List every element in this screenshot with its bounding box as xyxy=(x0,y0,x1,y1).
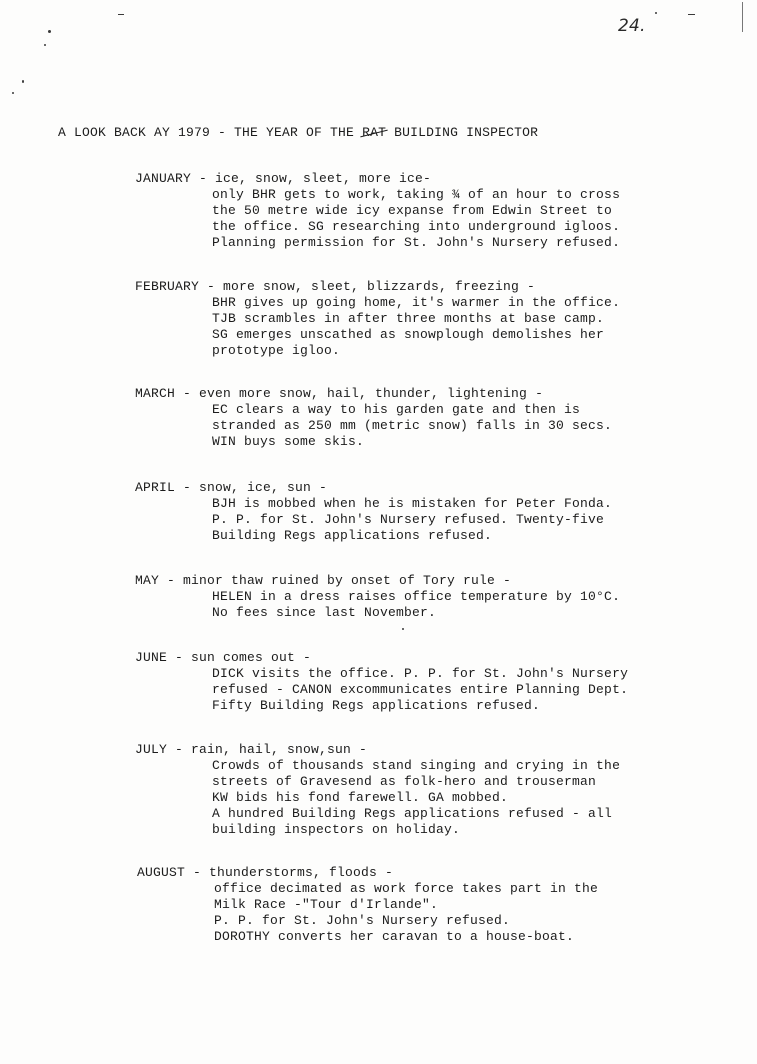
entry-heading: MARCH - even more snow, hail, thunder, lightening - xyxy=(135,386,544,401)
entry-line: the 50 metre wide icy expanse from Edwin Street to xyxy=(212,203,613,218)
entry-heading: APRIL - snow, ice, sun - xyxy=(135,480,328,495)
scan-speck xyxy=(742,2,743,32)
scan-speck xyxy=(48,30,51,33)
entry-line: A hundred Building Regs applications refused - all xyxy=(212,806,613,821)
scan-speck xyxy=(402,628,404,630)
entry-line: streets of Gravesend as folk-hero and trouserman xyxy=(212,774,597,789)
title-struck-word: RAT xyxy=(362,125,387,140)
scan-speck xyxy=(22,80,24,83)
entry-february xyxy=(135,279,620,359)
entry-line: only BHR gets to work, taking ¾ of an hour to cross xyxy=(212,187,621,202)
entry-line: Fifty Building Regs applications refused. xyxy=(212,698,541,713)
entry-line: SG emerges unscathed as snowplough demolishes her xyxy=(212,327,605,342)
entry-line: stranded as 250 mm (metric snow) falls in 30 secs. xyxy=(212,418,613,433)
entry-line: WIN buys some skis. xyxy=(212,434,365,449)
entry-line: TJB scrambles in after three months at base camp. xyxy=(212,311,605,326)
entry-heading: FEBRUARY - more snow, sleet, blizzards, freezing - xyxy=(135,279,536,294)
entry-heading: JUNE - sun comes out - xyxy=(135,650,312,665)
title-prefix: A LOOK BACK AY 1979 - THE YEAR OF THE xyxy=(58,125,363,140)
entry-line: BHR gives up going home, it's warmer in the office. xyxy=(212,295,621,310)
entry-line: DICK visits the office. P. P. for St. John's Nursery xyxy=(212,666,629,681)
entry-line: building inspectors on holiday. xyxy=(212,822,461,837)
entry-heading: AUGUST - thunderstorms, floods - xyxy=(137,865,394,880)
entry-heading: JANUARY - ice, snow, sleet, more ice- xyxy=(135,171,432,186)
entry-april xyxy=(135,480,612,544)
scan-speck xyxy=(688,14,695,15)
entry-line: KW bids his fond farewell. GA mobbed. xyxy=(212,790,509,805)
scan-speck xyxy=(44,44,46,46)
entry-line: refused - CANON excommunicates entire Planning Dept. xyxy=(212,682,629,697)
entry-august xyxy=(137,865,598,945)
entry-line: P. P. for St. John's Nursery refused. xyxy=(214,913,511,928)
entry-june xyxy=(135,650,628,714)
entry-line: prototype igloo. xyxy=(212,343,341,358)
entry-line: Planning permission for St. John's Nursery refused. xyxy=(212,235,621,250)
entry-march xyxy=(135,386,612,450)
entry-heading: JULY - rain, hail, snow,sun - xyxy=(135,742,368,757)
entry-line: BJH is mobbed when he is mistaken for Peter Fonda. xyxy=(212,496,613,511)
entry-line: No fees since last November. xyxy=(212,605,437,620)
entry-may xyxy=(135,573,620,621)
entry-july xyxy=(135,742,620,838)
scan-speck xyxy=(118,14,124,15)
title-suffix: BUILDING INSPECTOR xyxy=(386,125,539,140)
document-title xyxy=(58,125,538,140)
entry-line: Milk Race -"Tour d'Irlande". xyxy=(214,897,439,912)
entry-line: Crowds of thousands stand singing and crying in the xyxy=(212,758,621,773)
scan-speck xyxy=(655,12,657,14)
entry-line: P. P. for St. John's Nursery refused. Twenty-five xyxy=(212,512,605,527)
entry-line: EC clears a way to his garden gate and then is xyxy=(212,402,581,417)
entry-heading: MAY - minor thaw ruined by onset of Tory rule - xyxy=(135,573,512,588)
entry-line: HELEN in a dress raises office temperature by 10°C. xyxy=(212,589,621,604)
entry-january xyxy=(135,171,620,251)
entry-line: Building Regs applications refused. xyxy=(212,528,493,543)
page-number: 24. xyxy=(618,16,646,36)
entry-line: the office. SG researching into underground igloos. xyxy=(212,219,621,234)
entry-line: office decimated as work force takes part in the xyxy=(214,881,599,896)
scan-speck xyxy=(12,92,14,94)
entry-line: DOROTHY converts her caravan to a house-boat. xyxy=(214,929,575,944)
